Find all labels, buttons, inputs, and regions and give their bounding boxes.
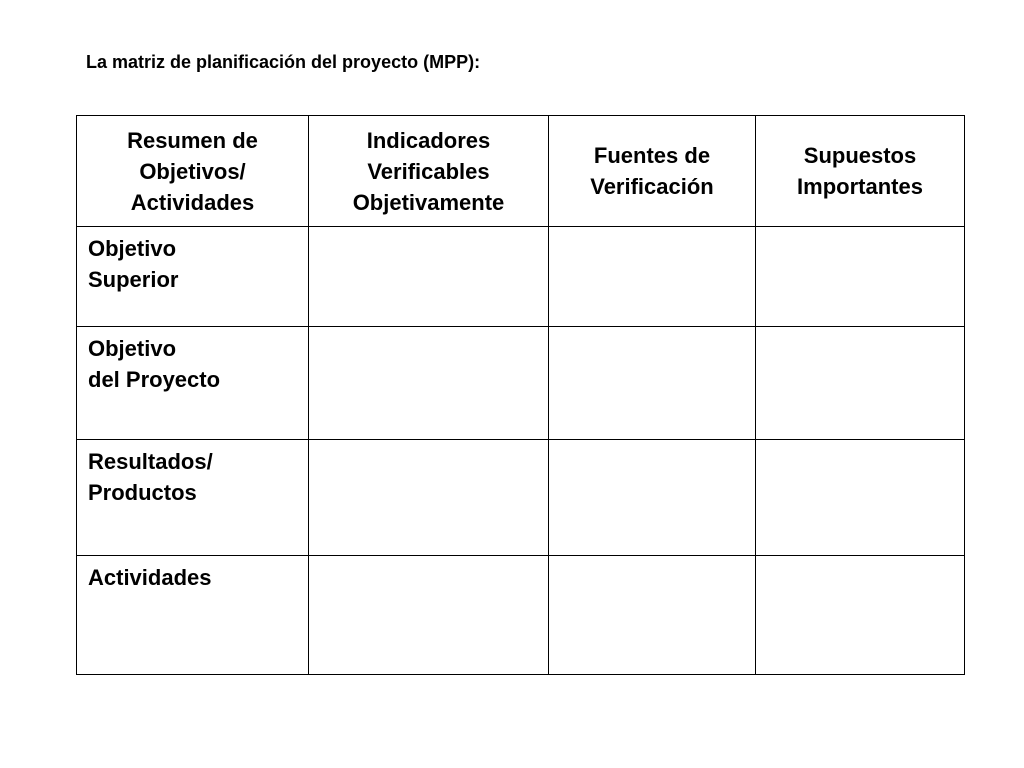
planning-matrix-table bbox=[76, 115, 965, 675]
table-cell bbox=[309, 556, 549, 675]
table-cell bbox=[549, 227, 756, 327]
table-cell bbox=[549, 440, 756, 556]
table-cell bbox=[756, 227, 965, 327]
table-cell bbox=[756, 327, 965, 440]
table-cell bbox=[756, 440, 965, 556]
table-cell bbox=[309, 440, 549, 556]
table-row bbox=[77, 440, 965, 556]
header-assumptions: Supuestos Importantes bbox=[756, 116, 965, 227]
page-title: La matriz de planificación del proyecto (MPP): bbox=[86, 52, 481, 72]
table-cell bbox=[756, 556, 965, 675]
header-indicators: Indicadores Verificables Objetivamente bbox=[309, 116, 549, 227]
row-label-objetivo-superior: Objetivo Superior bbox=[77, 227, 309, 327]
table-row bbox=[77, 227, 965, 327]
table-cell bbox=[309, 327, 549, 440]
table-row bbox=[77, 327, 965, 440]
row-label-resultados: Resultados/ Productos bbox=[77, 440, 309, 556]
table-row bbox=[77, 556, 965, 675]
header-summary: Resumen de Objetivos/ Actividades bbox=[77, 116, 309, 227]
table-cell bbox=[549, 327, 756, 440]
row-label-actividades: Actividades bbox=[77, 556, 309, 675]
table-cell bbox=[549, 556, 756, 675]
header-sources: Fuentes de Verificación bbox=[549, 116, 756, 227]
table-cell bbox=[309, 227, 549, 327]
table-header-row bbox=[77, 116, 965, 227]
row-label-objetivo-proyecto: Objetivo del Proyecto bbox=[77, 327, 309, 440]
